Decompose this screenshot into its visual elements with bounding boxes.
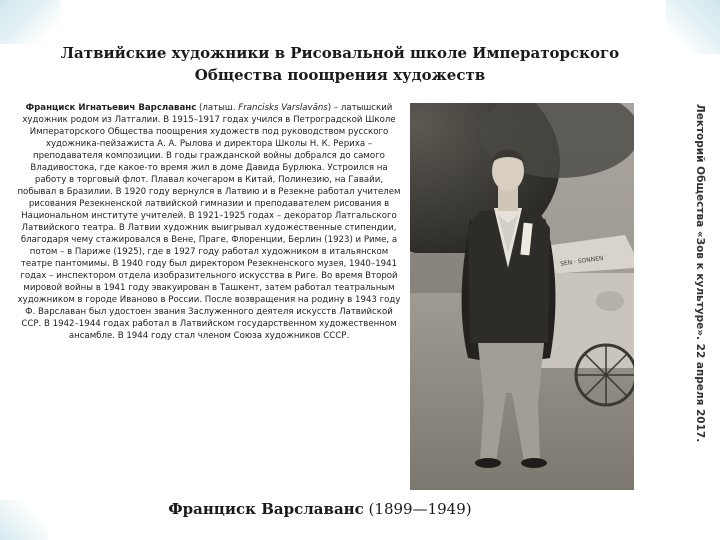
biography-latin-suffix: )	[327, 103, 332, 113]
photo-caption	[160, 500, 480, 518]
photo-man-shoe-right	[521, 458, 547, 468]
caption-name: Франциск Варславанс	[168, 500, 364, 518]
slide-title-line-2: Общества поощрения художеств	[194, 66, 486, 84]
photo-man-shoe-left	[475, 458, 501, 468]
biography-text	[16, 102, 402, 342]
slide-title-line-1: Латвийские художники в Рисовальной школе Императорского	[60, 44, 620, 62]
vertical-side-note: Лекторий Общества «Зов к культуре». 22 апреля 2017.	[694, 104, 706, 443]
corner-decoration-top-right	[666, 0, 720, 54]
corner-decoration-top-left	[0, 0, 60, 44]
biography-body: – латышский художник родом из Латгалии. В 1915–1917 годах учился в Петроградской Школе Императорского Общества поощрения художеств под руководством русского художника-пейзажиста А. А. Рылова и директора Школы Н. К. Рериха – преподавателя композиции. В годы гражданской войны добрался до самого Владивостока, где какое-то время жил в доме Давида Бурлюка. Устроился на работу в торговый флот. Плавал кочегаром в Китай, Полинезию, на Гавайи, побывал в Бразилии. В 1920 году вернулся в Латвию и в Резекне работал учителем рисования Резекненской латвийской гимназии и преподавателем рисования в Национальном институте учителей. В 1921–1925 годах – декоратор Латгальского Латвийского театра. В Латвии художник выигрывал художественные стипендии, благодаря чему стажировался в Вене, Праге, Флоренции, Берлин (1923) и Риме, а потом – в Париже (1925), где в 1927 году работал художником в итальянском театре пантомимы. В 1940 году был директором Резекненского музея, 1940–1941 годах – инспектором отдела изобразительного искусства в Риге. Во время Второй мировой войны в 1941 году эвакуирован в Ташкент, затем работал театральным художником в городе Иваново в России. После возвращения на родину в 1943 году Ф. Варславан был удостоен звания Заслуженного деятеля искусств Латвийской ССР. В 1942–1944 годах работал в Латвийском государственном художественном ансамбле. В 1944 году стал членом Союза художников СССР.	[17, 103, 401, 341]
portrait-photo	[410, 103, 634, 490]
corner-decoration-bottom-left	[0, 500, 48, 540]
portrait-photo-drawing	[410, 103, 634, 490]
biography-latin-prefix: (латыш.	[196, 103, 239, 113]
photo-cart-kettle	[596, 291, 624, 311]
photo-cart-sign: SEN · SONNEN	[559, 254, 604, 268]
slide-title	[40, 42, 640, 86]
biography-latin-name: Francisks Varslavāns	[238, 103, 328, 113]
photo-bushes	[410, 253, 470, 293]
biography-name: Франциск Игнатьевич Варславанс	[25, 103, 197, 113]
caption-years: (1899—1949)	[363, 500, 472, 518]
